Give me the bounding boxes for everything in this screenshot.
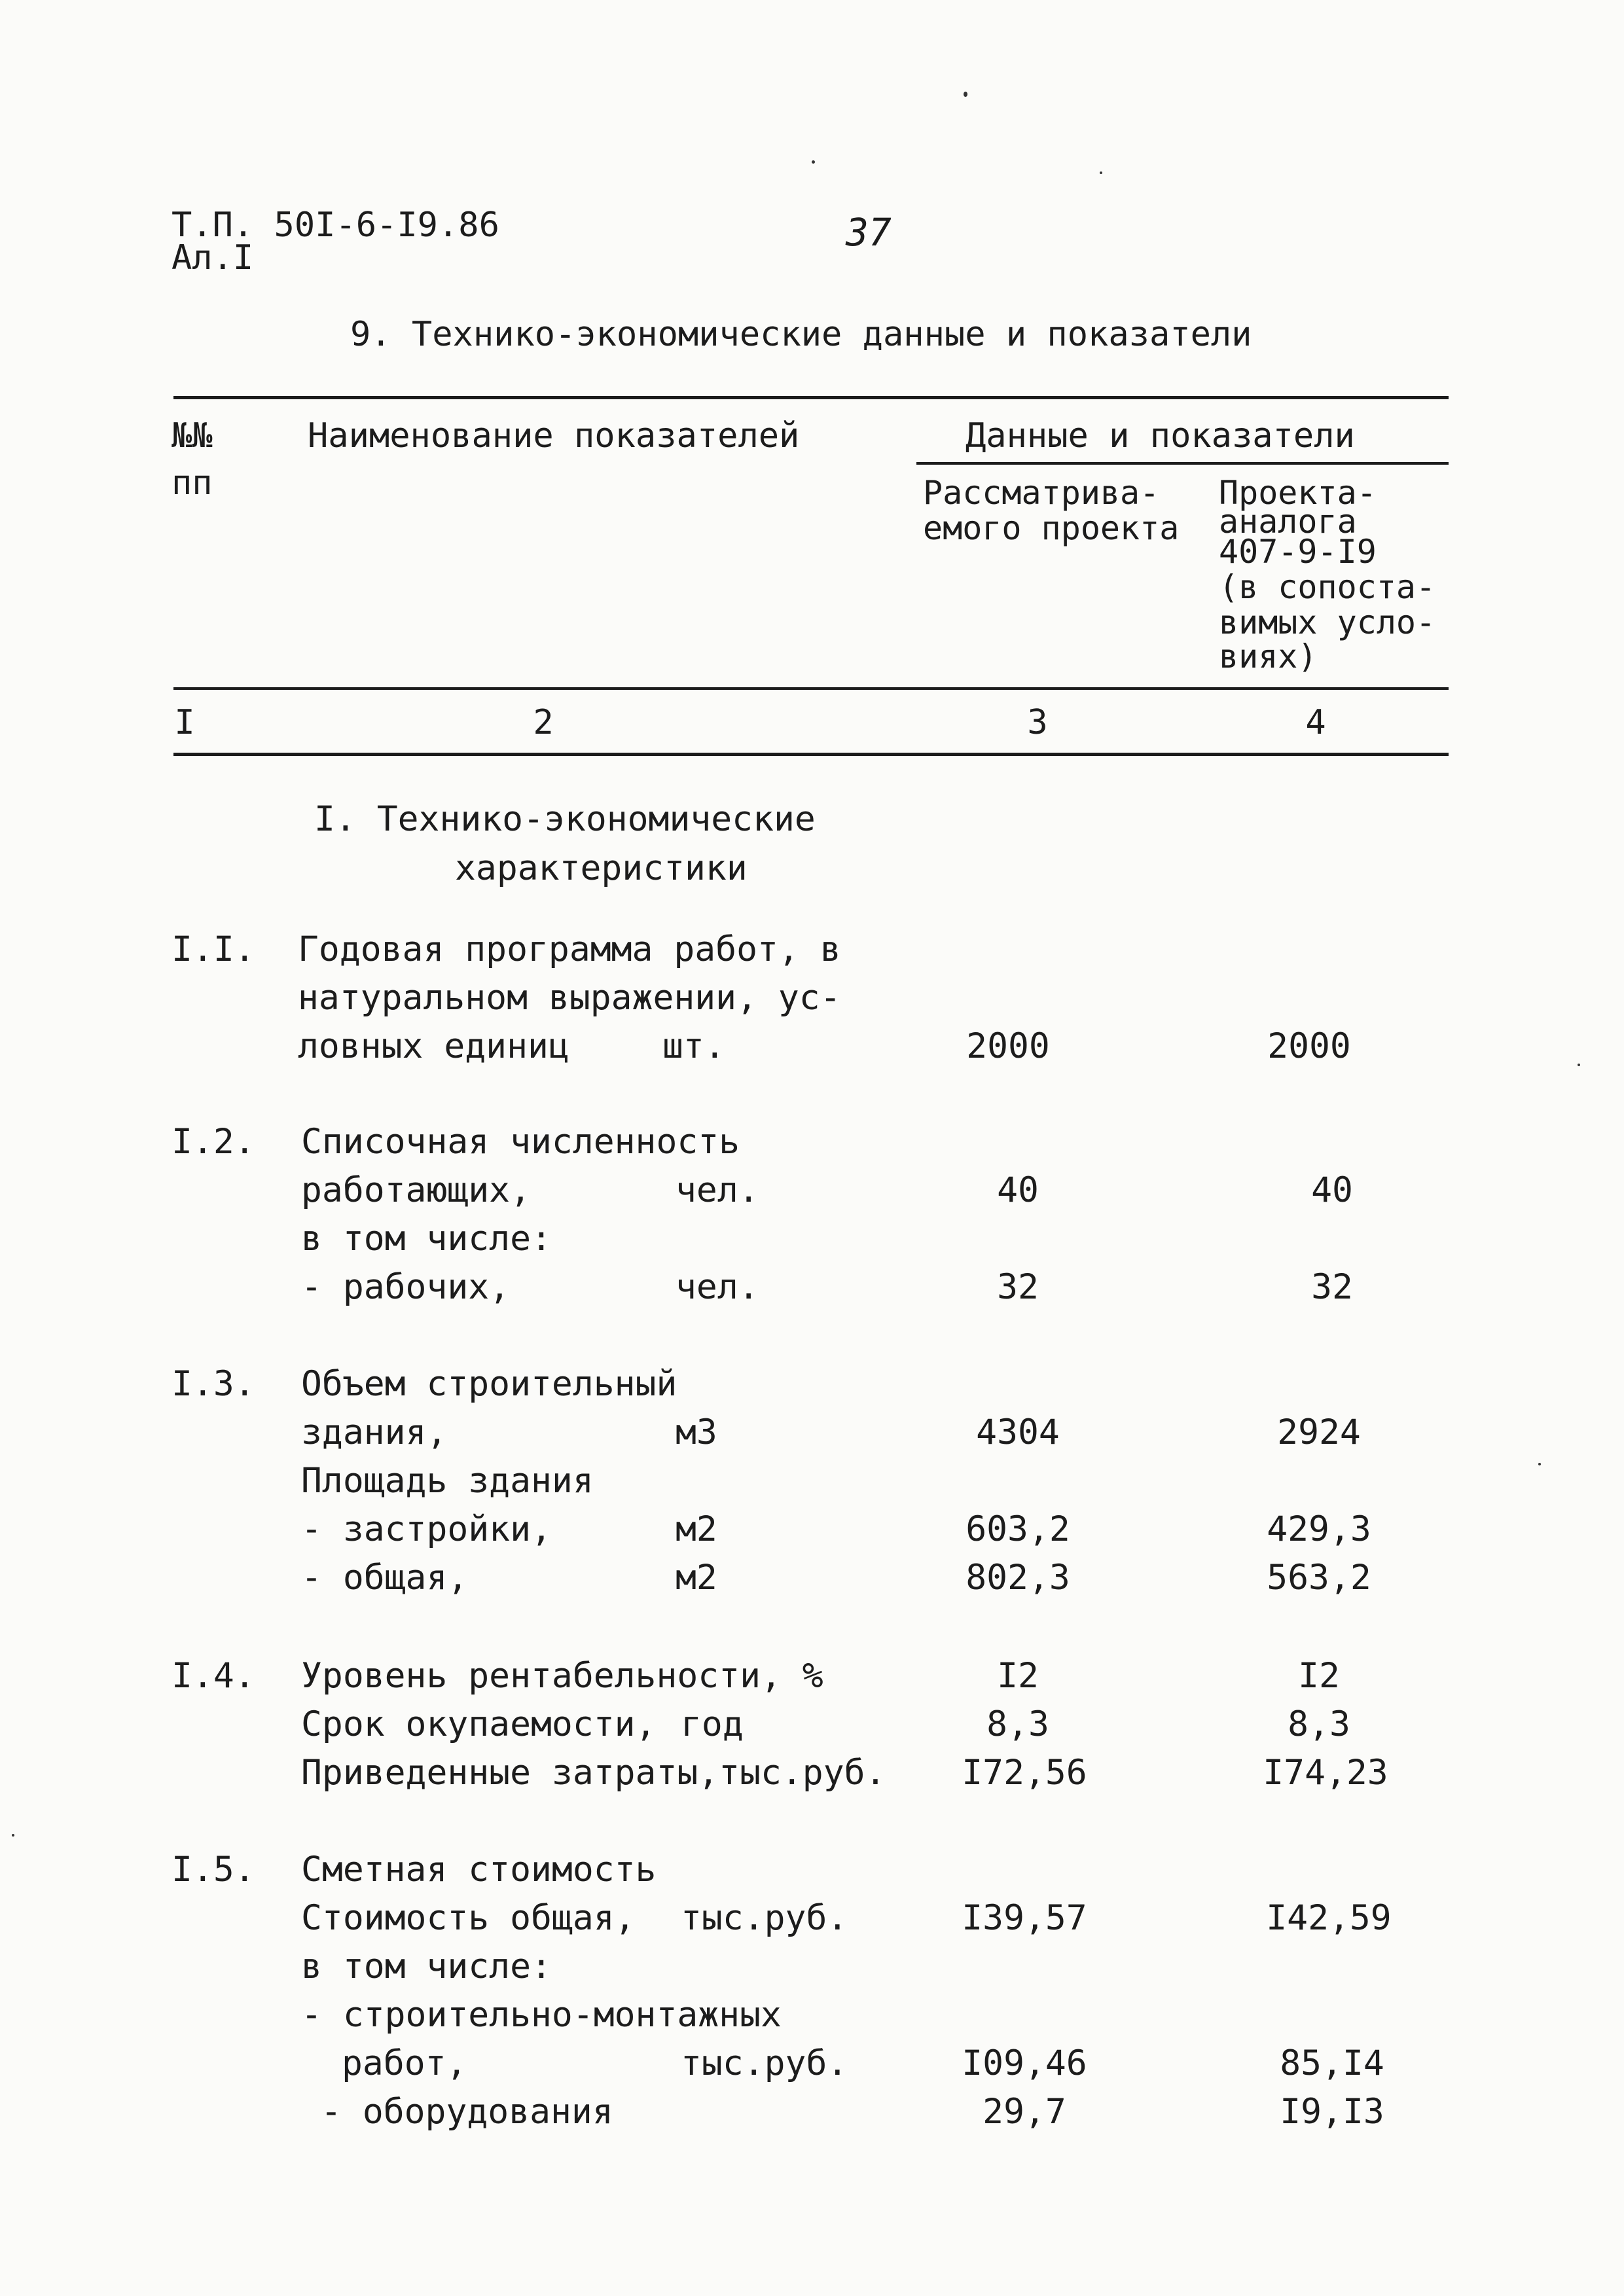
col4-header-line3: 407-9-I9	[1219, 533, 1377, 571]
row-label: - общая,	[301, 1558, 469, 1598]
value-col4: I74,23	[1263, 1753, 1388, 1793]
col4-header-line2: аналога	[1219, 503, 1357, 541]
row-unit: тыс.руб.	[681, 1898, 848, 1938]
col4-header-line1: Проекта-	[1219, 474, 1377, 512]
scan-speck	[1538, 1463, 1541, 1465]
scan-speck	[12, 1834, 14, 1837]
page-number: 37	[846, 210, 892, 255]
col4-header-line4: (в сопоста-	[1219, 568, 1436, 606]
col-numbers-rule	[173, 753, 1449, 756]
row-label: Приведенные затраты,тыс.руб.	[301, 1753, 886, 1793]
row-label: Стоимость общая,	[301, 1898, 636, 1938]
row-label: Списочная численность	[301, 1122, 740, 1162]
row-label: Площадь здания	[301, 1461, 594, 1501]
row-label: - рабочих,	[301, 1267, 511, 1307]
row-number: I.4.	[171, 1656, 255, 1696]
col-number-4: 4	[1305, 703, 1326, 742]
row-number: I.5.	[171, 1850, 255, 1890]
col-number-3: 3	[1027, 703, 1048, 742]
scan-speck	[812, 160, 815, 164]
row-label: - застройки,	[301, 1509, 552, 1549]
doc-ref: Т.П. 50I-6-I9.86	[171, 206, 499, 245]
value-col3: 29,7	[983, 2092, 1066, 2132]
col-number-2: 2	[533, 703, 554, 742]
value-col4: 32	[1311, 1267, 1353, 1307]
value-col3: 32	[997, 1267, 1039, 1307]
row-unit: год	[681, 1704, 744, 1744]
value-col4: 85,I4	[1280, 2043, 1384, 2083]
value-col4: I2	[1298, 1656, 1340, 1696]
col3-header-line1: Рассматрива-	[923, 474, 1160, 512]
doc-sheet: Ал.I	[171, 238, 254, 278]
document-title: 9. Технико-экономические данные и показатели	[350, 315, 1252, 354]
value-col3: 40	[997, 1170, 1039, 1210]
row-label: Объем строительный	[301, 1364, 677, 1404]
value-col4: I42,59	[1266, 1898, 1392, 1938]
scan-speck	[1100, 171, 1102, 174]
row-label: Годовая программа работ, в	[298, 929, 841, 969]
table-top-rule	[173, 396, 1449, 399]
row-unit: м3	[676, 1412, 717, 1452]
row-label: работ,	[342, 2043, 467, 2083]
value-col4: 2000	[1267, 1026, 1351, 1066]
value-col3: I2	[997, 1656, 1039, 1696]
value-col4: I9,I3	[1280, 2092, 1384, 2132]
col-num-header: №№	[171, 416, 213, 456]
scan-speck	[1578, 1064, 1580, 1066]
col4-header-line5: вимых усло-	[1219, 603, 1436, 641]
col-number-1: I	[174, 703, 195, 742]
row-unit: шт.	[662, 1026, 725, 1066]
row-label: в том числе:	[301, 1219, 552, 1259]
row-label: - строительно-монтажных	[301, 1995, 782, 2035]
value-col3: 8,3	[986, 1704, 1049, 1744]
value-col3: I39,57	[962, 1898, 1087, 1938]
row-unit: м2	[676, 1558, 717, 1598]
row-unit: чел.	[676, 1170, 759, 1210]
section-title-line1: I. Технико-экономические	[314, 799, 816, 839]
value-col3: 2000	[966, 1026, 1050, 1066]
row-number: I.2.	[171, 1122, 255, 1162]
row-unit: м2	[676, 1509, 717, 1549]
value-col3: 603,2	[965, 1509, 1070, 1549]
col-num-header-2: пп	[171, 463, 213, 503]
value-col4: 429,3	[1267, 1509, 1371, 1549]
row-label: в том числе:	[301, 1946, 552, 1986]
value-col4: 8,3	[1288, 1704, 1350, 1744]
row-unit: чел.	[676, 1267, 759, 1307]
row-label: Сметная стоимость	[301, 1850, 657, 1890]
header-bottom-rule	[173, 687, 1449, 690]
col-data-header: Данные и показатели	[965, 416, 1355, 456]
scan-speck	[964, 92, 967, 97]
row-number: I.3.	[171, 1364, 255, 1404]
row-label: ловных единиц	[298, 1026, 569, 1066]
col4-header-line6: виях)	[1219, 637, 1318, 675]
value-col4: 40	[1311, 1170, 1353, 1210]
row-label: натуральном выражении, ус-	[298, 978, 841, 1018]
value-col3: 802,3	[965, 1558, 1070, 1598]
value-col4: 563,2	[1267, 1558, 1371, 1598]
value-col4: 2924	[1277, 1412, 1361, 1452]
section-title-line2: характеристики	[455, 848, 748, 888]
row-label: Уровень рентабельности, %	[301, 1656, 823, 1696]
row-label: работающих,	[301, 1170, 531, 1210]
row-number: I.I.	[171, 929, 255, 969]
value-col3: I72,56	[962, 1753, 1087, 1793]
value-col3: 4304	[976, 1412, 1060, 1452]
col-name-header: Наименование показателей	[308, 416, 800, 456]
row-label: Срок окупаемости,	[301, 1704, 657, 1744]
row-label: здания,	[301, 1412, 448, 1452]
col3-header-line2: емого проекта	[923, 509, 1180, 547]
value-col3: I09,46	[962, 2043, 1087, 2083]
row-unit: тыс.руб.	[681, 2043, 848, 2083]
row-label: - оборудования	[321, 2092, 613, 2132]
data-group-rule	[916, 462, 1449, 465]
